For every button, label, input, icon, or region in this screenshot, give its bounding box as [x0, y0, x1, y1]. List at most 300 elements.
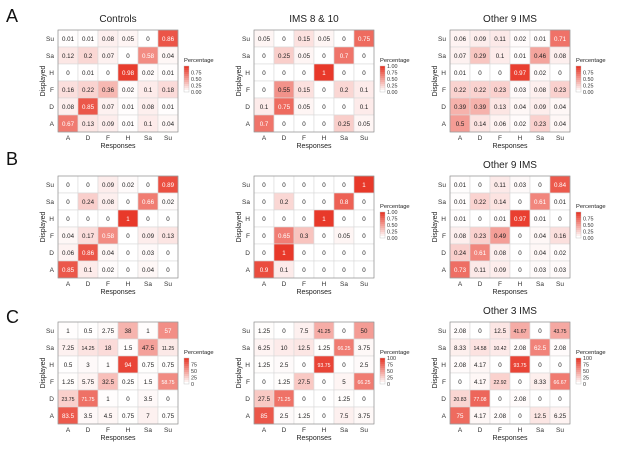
y-tick-label: F: [442, 233, 446, 240]
legend-swatch: [380, 66, 385, 68]
cell-value-label: 0.01: [533, 215, 547, 223]
x-tick-label: F: [498, 281, 502, 288]
legend-swatch: [184, 68, 189, 70]
cell-value-label: 0.2: [339, 86, 349, 94]
legend-tick-label: 25: [191, 375, 197, 382]
cell-value-label: 0.11: [494, 181, 506, 189]
cell-value-label: 2.08: [493, 412, 507, 420]
cell-value-label: 93.75: [513, 362, 527, 369]
cell-value-label: 0.02: [161, 198, 175, 206]
cell-value-label: 0: [262, 249, 266, 257]
y-tick-label: Sa: [438, 345, 446, 352]
cell-value-label: 0: [166, 249, 170, 257]
y-tick-label: F: [50, 379, 54, 386]
legend-swatch: [380, 88, 385, 90]
legend-swatch: [576, 364, 581, 366]
y-tick-label: D: [49, 396, 54, 403]
cell-value-label: 0.05: [257, 35, 271, 43]
cell-value-label: 0.85: [61, 266, 75, 274]
cell-value-label: 0.25: [277, 52, 291, 60]
cell-value-label: 20.83: [453, 396, 467, 403]
cell-value-label: 0.97: [513, 69, 527, 77]
legend-swatch: [576, 370, 581, 372]
legend-swatch: [184, 88, 189, 90]
cell-value-label: 0: [518, 249, 522, 257]
x-tick-label: Su: [360, 427, 368, 434]
legend-swatch: [380, 218, 385, 220]
cell-value-label: 0.67: [61, 120, 75, 128]
cell-value-label: 0.09: [533, 103, 547, 111]
y-tick-label: Su: [242, 328, 250, 335]
legend-swatch: [184, 368, 189, 370]
cell-value-label: 0.3: [299, 232, 309, 240]
cell-value-label: 0.49: [493, 232, 507, 240]
legend-swatch: [576, 212, 581, 214]
y-tick-label: H: [441, 216, 446, 223]
x-tick-label: H: [517, 281, 523, 288]
cell-value-label: 0: [322, 103, 326, 111]
y-tick-label: F: [50, 233, 54, 240]
cell-value-label: 0: [302, 395, 306, 403]
legend-swatch: [380, 230, 385, 232]
x-tick-label: D: [477, 281, 483, 288]
legend-swatch: [576, 372, 581, 374]
y-tick-label: Sa: [438, 53, 446, 60]
cell-value-label: 0: [302, 120, 306, 128]
cell-value-label: 0: [86, 215, 90, 223]
legend-swatch: [380, 78, 385, 80]
cell-value-label: 0: [362, 395, 366, 403]
cell-value-label: 5: [342, 378, 346, 386]
x-tick-label: Su: [556, 135, 564, 142]
cell-value-label: 0.75: [357, 35, 371, 43]
cell-value-label: 66.25: [337, 345, 351, 352]
cell-value-label: 0.02: [553, 249, 567, 257]
cell-value-label: 0.58: [101, 232, 115, 240]
cell-value-label: 0.89: [161, 181, 175, 189]
x-tick-label: Sa: [536, 281, 544, 288]
cell-value-label: 1.25: [317, 344, 331, 352]
legend-swatch: [576, 362, 581, 364]
cell-value-label: 0: [106, 215, 110, 223]
y-tick-label: D: [245, 250, 250, 257]
cell-value-label: 4.5: [103, 412, 113, 420]
x-tick-label: Sa: [340, 427, 348, 434]
cell-value-label: 1: [322, 215, 326, 223]
cell-value-label: 0: [126, 52, 130, 60]
cell-value-label: 0.23: [553, 86, 567, 94]
cell-value-label: 0: [126, 198, 130, 206]
cell-value-label: 0.04: [141, 266, 155, 274]
legend-tick-label: 0.50: [387, 223, 398, 229]
legend-swatch: [380, 362, 385, 364]
legend-tick-label: 50: [191, 369, 197, 375]
cell-value-label: 0: [322, 249, 326, 257]
cell-value-label: 11.25: [161, 345, 175, 352]
legend-swatch: [576, 224, 581, 226]
cell-value-label: 0: [322, 120, 326, 128]
cell-value-label: 0.1: [359, 86, 369, 94]
cell-value-label: 0: [166, 395, 170, 403]
cell-value-label: 0.22: [81, 86, 95, 94]
cell-value-label: 0: [262, 52, 266, 60]
legend-tick-label: 0.75: [583, 216, 594, 223]
x-tick-label: H: [517, 135, 523, 142]
cell-value-label: 0: [66, 69, 70, 77]
y-tick-label: H: [245, 70, 250, 77]
cell-value-label: 5.75: [81, 378, 95, 386]
cell-value-label: 0.9: [259, 266, 269, 274]
cell-value-label: 0.04: [101, 249, 115, 257]
x-axis-label: Responses: [100, 289, 136, 296]
y-tick-label: Su: [46, 182, 54, 189]
cell-value-label: 0.09: [493, 266, 507, 274]
cell-value-label: 0: [322, 412, 326, 420]
cell-value-label: 0.75: [161, 412, 175, 420]
cell-value-label: 0: [518, 266, 522, 274]
cell-value-label: 14.58: [473, 345, 487, 352]
legend-swatch: [576, 86, 581, 88]
legend-swatch: [184, 358, 189, 360]
legend-swatch: [576, 84, 581, 86]
y-tick-label: Su: [438, 36, 446, 43]
cell-value-label: 0.08: [101, 198, 115, 206]
cell-value-label: 0: [282, 327, 286, 335]
cell-value-label: 1.25: [297, 412, 311, 420]
cell-value-label: 0.1: [143, 86, 153, 94]
cell-value-label: 27.5: [297, 378, 311, 386]
cell-value-label: 2.08: [453, 327, 467, 335]
cell-value-label: 7: [146, 412, 150, 420]
x-tick-label: Sa: [340, 281, 348, 288]
legend-swatch: [380, 226, 385, 228]
cell-value-label: 66.67: [553, 379, 567, 386]
legend-swatch: [184, 72, 189, 74]
cell-value-label: 0.71: [553, 35, 567, 43]
y-axis-label: Displayed: [432, 65, 439, 97]
legend-swatch: [380, 370, 385, 372]
x-tick-label: Sa: [144, 135, 152, 142]
cell-value-label: 0.22: [473, 198, 487, 206]
cell-value-label: 0.09: [141, 232, 155, 240]
cell-value-label: 0.25: [337, 120, 351, 128]
legend-swatch: [576, 82, 581, 84]
cell-value-label: 0.09: [473, 35, 487, 43]
y-tick-label: H: [441, 70, 446, 77]
x-tick-label: Sa: [144, 281, 152, 288]
cell-value-label: 0.02: [121, 181, 135, 189]
legend-swatch: [380, 80, 385, 82]
legend-swatch: [576, 368, 581, 370]
x-axis-label: Responses: [492, 289, 528, 296]
cell-value-label: 0: [558, 215, 562, 223]
cell-value-label: 0: [362, 266, 366, 274]
cell-value-label: 0: [342, 361, 346, 369]
cell-value-label: 43.75: [553, 328, 567, 335]
cell-value-label: 0.85: [81, 103, 95, 111]
cell-value-label: 75: [456, 412, 464, 420]
x-tick-label: Sa: [536, 135, 544, 142]
x-tick-label: A: [261, 427, 267, 434]
x-tick-label: Su: [360, 135, 368, 142]
cell-value-label: 1: [362, 181, 366, 189]
legend-swatch: [576, 218, 581, 220]
legend-swatch: [576, 70, 581, 72]
legend-tick-label: 0.25: [191, 83, 202, 90]
cell-value-label: 0.55: [277, 86, 291, 94]
cell-value-label: 0.58: [141, 52, 155, 60]
legend-swatch: [380, 86, 385, 88]
cell-value-label: 0: [362, 215, 366, 223]
cell-value-label: 0.01: [533, 35, 547, 43]
cell-value-label: 0: [322, 52, 326, 60]
cell-value-label: 0.61: [473, 249, 487, 257]
y-axis-label: Displayed: [40, 65, 47, 97]
cell-value-label: 77.08: [473, 396, 487, 403]
y-tick-label: Sa: [242, 345, 250, 352]
cell-value-label: 1.5: [143, 378, 153, 386]
cell-value-label: 0.04: [161, 52, 175, 60]
y-tick-label: A: [441, 267, 446, 274]
cell-value-label: 47.5: [141, 344, 155, 352]
cell-value-label: 0.01: [121, 103, 135, 111]
legend-title: Percentage: [576, 350, 606, 356]
cell-value-label: 0: [558, 69, 562, 77]
cell-value-label: 1.5: [123, 344, 133, 352]
cell-value-label: 0: [282, 35, 286, 43]
legend-title: Percentage: [380, 58, 410, 64]
x-tick-label: F: [106, 427, 110, 434]
legend-swatch: [380, 380, 385, 382]
legend-swatch: [380, 224, 385, 226]
cell-value-label: 0.23: [473, 232, 487, 240]
cell-value-label: 2.5: [359, 361, 369, 369]
cell-value-label: 0.04: [161, 120, 175, 128]
cell-value-label: 0.75: [277, 103, 291, 111]
cell-value-label: 0: [322, 181, 326, 189]
cell-value-label: 0: [342, 215, 346, 223]
cell-value-label: 1: [66, 327, 70, 335]
cell-value-label: 0: [538, 181, 542, 189]
x-tick-label: F: [302, 135, 306, 142]
cell-value-label: 0.61: [533, 198, 547, 206]
legend-tick-label: 0.00: [387, 236, 398, 242]
cell-value-label: 0: [302, 69, 306, 77]
cell-value-label: 0: [362, 69, 366, 77]
heatmap-panel-4: [40, 176, 178, 296]
legend-tick-label: 25: [583, 375, 589, 382]
legend-swatch: [184, 86, 189, 88]
y-tick-label: H: [245, 362, 250, 369]
legend-swatch: [184, 374, 189, 376]
legend-swatch: [576, 378, 581, 380]
cell-value-label: 41.25: [317, 328, 331, 335]
legend-tick-label: 0.75: [387, 70, 398, 77]
y-tick-label: F: [246, 379, 250, 386]
legend-tick-label: 100: [387, 356, 396, 362]
y-tick-label: Sa: [46, 199, 54, 206]
cell-value-label: 0.02: [121, 86, 135, 94]
cell-value-label: 0.06: [453, 35, 467, 43]
y-tick-label: H: [49, 70, 54, 77]
cell-value-label: 0.2: [279, 198, 289, 206]
cell-value-label: 3: [86, 361, 90, 369]
legend-tick-label: 0.00: [191, 90, 202, 96]
legend-swatch: [380, 366, 385, 368]
cell-value-label: 0.01: [553, 198, 567, 206]
row-label-b: B: [6, 149, 19, 169]
legend-tick-label: 0.50: [191, 77, 202, 83]
y-tick-label: D: [245, 396, 250, 403]
x-tick-label: F: [302, 427, 306, 434]
legend-tick-label: 0.50: [583, 223, 594, 229]
cell-value-label: 0: [166, 266, 170, 274]
cell-value-label: 0: [342, 249, 346, 257]
cell-value-label: 0.1: [495, 52, 505, 60]
legend-swatch: [380, 360, 385, 362]
cell-value-label: 0.7: [259, 120, 269, 128]
legend-swatch: [576, 74, 581, 76]
cell-value-label: 41.67: [513, 328, 527, 335]
cell-value-label: 0.04: [553, 120, 567, 128]
x-tick-label: Sa: [144, 427, 152, 434]
cell-value-label: 0.05: [357, 120, 371, 128]
cell-value-label: 12.5: [297, 344, 311, 352]
legend-swatch: [576, 232, 581, 234]
cell-value-label: 0: [146, 35, 150, 43]
legend-swatch: [576, 78, 581, 80]
x-axis-label: Responses: [492, 143, 528, 150]
y-axis-label: Displayed: [40, 211, 47, 243]
y-tick-label: D: [245, 104, 250, 111]
cell-value-label: 0.06: [61, 249, 75, 257]
cell-value-label: 66.25: [357, 379, 371, 386]
cell-value-label: 2.08: [513, 395, 527, 403]
cell-value-label: 0.17: [81, 232, 95, 240]
y-tick-label: Su: [242, 182, 250, 189]
legend-swatch: [184, 380, 189, 382]
legend-swatch: [184, 78, 189, 80]
cell-value-label: 0: [322, 378, 326, 386]
cell-value-label: 0.84: [553, 181, 567, 189]
cell-value-label: 83.5: [61, 412, 75, 420]
cell-value-label: 50: [360, 327, 368, 335]
x-tick-label: D: [281, 427, 287, 434]
cell-value-label: 0.12: [61, 52, 75, 60]
legend-swatch: [184, 362, 189, 364]
cell-value-label: 0.04: [513, 103, 527, 111]
y-tick-label: F: [246, 87, 250, 94]
legend-tick-label: 0.25: [387, 229, 398, 236]
x-tick-label: H: [321, 281, 327, 288]
cell-value-label: 0.08: [141, 103, 155, 111]
x-tick-label: Su: [360, 281, 368, 288]
cell-value-label: 94: [124, 361, 132, 369]
legend-tick-label: 0.00: [583, 90, 594, 96]
cell-value-label: 0: [518, 232, 522, 240]
cell-value-label: 0.02: [141, 69, 155, 77]
cell-value-label: 0: [302, 181, 306, 189]
cell-value-label: 2.08: [453, 361, 467, 369]
legend-swatch: [576, 72, 581, 74]
cell-value-label: 1.25: [61, 378, 75, 386]
legend-title: Percentage: [184, 350, 214, 356]
cell-value-label: 8.33: [453, 344, 467, 352]
cell-value-label: 0.01: [453, 215, 467, 223]
cell-value-label: 0: [342, 181, 346, 189]
legend-swatch: [184, 370, 189, 372]
legend-swatch: [184, 360, 189, 362]
legend-tick-label: 0.25: [583, 229, 594, 236]
legend-tick-label: 0: [583, 382, 586, 388]
cell-value-label: 0.04: [533, 249, 547, 257]
cell-value-label: 10: [280, 344, 288, 352]
cell-value-label: 0: [342, 327, 346, 335]
cell-value-label: 0.15: [297, 86, 311, 94]
legend-swatch: [184, 84, 189, 86]
cell-value-label: 0: [106, 69, 110, 77]
cell-value-label: 1: [126, 215, 130, 223]
y-tick-label: Su: [438, 182, 446, 189]
cell-value-label: 10.42: [493, 345, 507, 352]
cell-value-label: 0: [302, 266, 306, 274]
cell-value-label: 0.01: [81, 35, 95, 43]
legend-swatch: [380, 76, 385, 78]
cell-value-label: 0.01: [81, 69, 95, 77]
legend-tick-label: 0: [387, 382, 390, 388]
legend-swatch: [380, 220, 385, 222]
x-tick-label: A: [457, 427, 463, 434]
x-tick-label: H: [125, 427, 131, 434]
y-tick-label: D: [441, 104, 446, 111]
y-axis-label: Displayed: [236, 211, 243, 243]
panel-title: Other 3 IMS: [483, 306, 537, 317]
cell-value-label: 0.15: [297, 35, 311, 43]
x-tick-label: Sa: [340, 135, 348, 142]
cell-value-label: 0.16: [553, 232, 567, 240]
x-tick-label: A: [261, 135, 267, 142]
y-tick-label: A: [245, 121, 250, 128]
y-tick-label: A: [49, 267, 54, 274]
panel-title: Controls: [99, 14, 137, 25]
row-label-c: C: [6, 307, 19, 327]
cell-value-label: 0.07: [453, 52, 467, 60]
cell-value-label: 7.5: [339, 412, 349, 420]
legend-swatch: [380, 374, 385, 376]
x-tick-label: D: [281, 281, 287, 288]
heatmap-panels: [40, 14, 606, 442]
x-tick-label: Su: [164, 135, 172, 142]
cell-value-label: 18: [104, 344, 112, 352]
x-tick-label: F: [498, 135, 502, 142]
legend-swatch: [380, 376, 385, 378]
cell-value-label: 0.14: [473, 120, 487, 128]
legend-swatch: [576, 76, 581, 78]
legend-swatch: [184, 366, 189, 368]
legend-tick-label: 0.75: [387, 216, 398, 223]
cell-value-label: 0.01: [121, 120, 135, 128]
y-tick-label: D: [441, 396, 446, 403]
legend-swatch: [576, 220, 581, 222]
y-tick-label: Sa: [438, 199, 446, 206]
legend-swatch: [576, 360, 581, 362]
cell-value-label: 6.25: [257, 344, 271, 352]
legend-tick-label: 1.00: [387, 210, 398, 216]
cell-value-label: 0.7: [339, 52, 349, 60]
cell-value-label: 2.08: [513, 344, 527, 352]
cell-value-label: 0.39: [453, 103, 467, 111]
cell-value-label: 0: [66, 198, 70, 206]
